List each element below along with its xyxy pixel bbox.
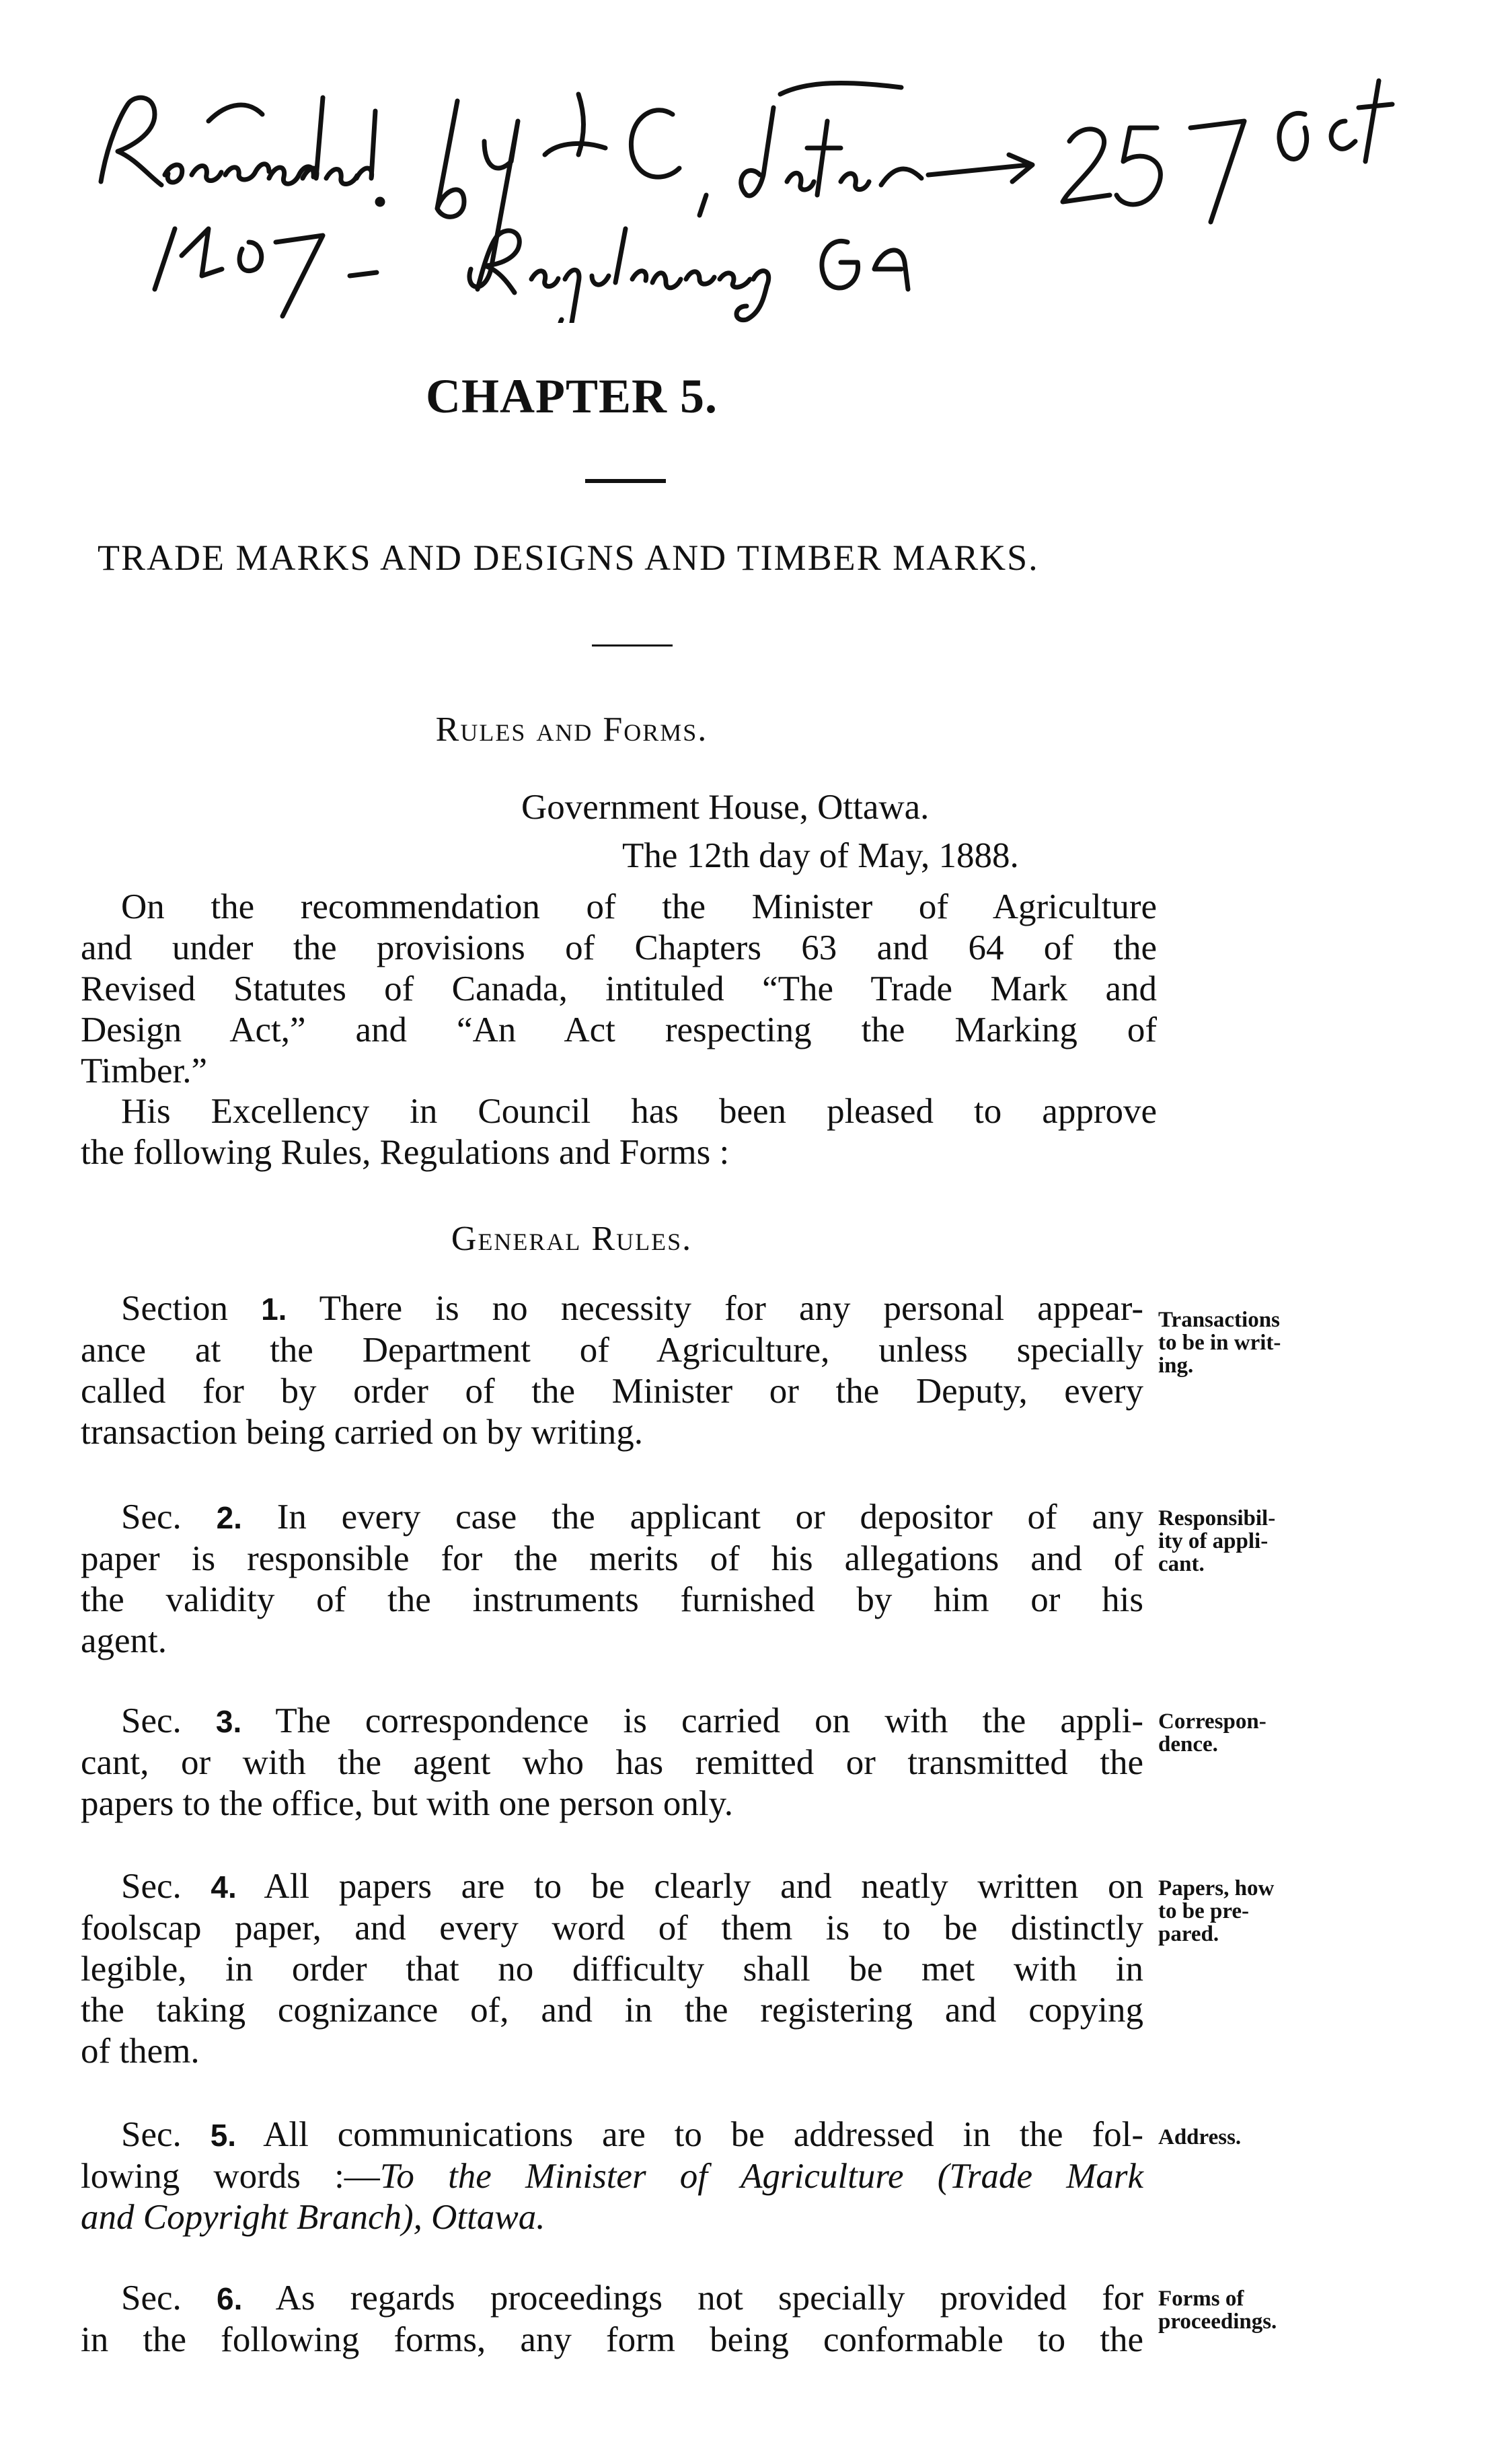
section-text: As regards proceedings not specially provided for	[275, 2279, 1144, 2318]
text-line: On the recommendation of the Minister of Agriculture	[121, 887, 1157, 926]
section-5	[81, 2114, 1143, 2238]
margin-note-line: ing.	[1158, 1354, 1194, 1378]
section-text: The correspondence is carried on with the appli-	[275, 1701, 1143, 1740]
general-rules-heading: General Rules.	[451, 1220, 693, 1258]
section-number: 4.	[211, 1870, 237, 1905]
section-label: Sec.	[121, 1701, 182, 1740]
text-line: His Excellency in Council has been pleased to approve	[121, 1092, 1157, 1131]
section-2	[81, 1497, 1143, 1662]
excellency-paragraph	[81, 1091, 1157, 1173]
text-line: and under the provisions of Chapters 63 and 64 of the	[81, 928, 1157, 967]
section-number: 2.	[216, 1500, 242, 1535]
section-label: Sec.	[121, 1867, 182, 1906]
text-line: Revised Statutes of Canada, intituled “The Trade Mark and	[81, 969, 1157, 1008]
text-line	[81, 1497, 1143, 1539]
margin-note-line: to be pre-	[1158, 1899, 1250, 1923]
margin-note-line: proceedings.	[1158, 2309, 1277, 2334]
margin-note-forms	[1158, 2287, 1360, 2333]
text-line	[81, 2156, 1143, 2197]
handwriting-drawing	[81, 40, 1426, 323]
text-line	[81, 1288, 1143, 1330]
margin-note-line: Forms of	[1158, 2287, 1244, 2311]
text-line: agent.	[81, 1621, 167, 1660]
section-label: Sec.	[121, 2279, 182, 2318]
section-number: 6.	[216, 2281, 243, 2316]
text-line: Design Act,” and “An Act respecting the Marking of	[81, 1010, 1157, 1049]
margin-note-line: Transactions	[1158, 1308, 1280, 1332]
section-text: All communications are to be addressed in the fol-	[263, 2115, 1144, 2154]
margin-note-line: Papers, how	[1158, 1876, 1275, 1900]
recommendation-paragraph	[81, 887, 1157, 1092]
chapter-title: CHAPTER 5.	[425, 369, 718, 423]
text-line: of them.	[81, 2032, 200, 2071]
text-line: the following Rules, Regulations and Forms :	[81, 1133, 730, 1172]
margin-note-line: dence.	[1158, 1732, 1218, 1757]
address-text: and Copyright Branch), Ottawa.	[81, 2198, 545, 2237]
margin-note-line: to be in writ-	[1158, 1331, 1281, 1355]
margin-note-address	[1158, 2126, 1360, 2149]
title-divider	[585, 479, 666, 483]
text-line	[81, 2278, 1143, 2320]
margin-note-line: Address.	[1158, 2125, 1242, 2149]
text-line: in the following forms, any form being conformable to the	[81, 2320, 1143, 2359]
section-1	[81, 1288, 1143, 1453]
margin-note-responsibility	[1158, 1507, 1360, 1576]
section-text: In every case the applicant or depositor of any	[276, 1498, 1144, 1537]
rules-forms-heading: Rules and Forms.	[435, 710, 708, 749]
heading-divider	[592, 644, 673, 646]
section-label: Sec.	[121, 2115, 182, 2154]
section-number: 3.	[215, 1704, 242, 1739]
section-3	[81, 1701, 1143, 1824]
margin-note-papers	[1158, 1877, 1360, 1946]
text-line: foolscap paper, and every word of them is to be distinctly	[81, 1909, 1143, 1948]
date-line: The 12th day of May, 1888.	[622, 836, 1019, 875]
section-number: 1.	[261, 1292, 287, 1327]
section-label: Sec.	[121, 1498, 182, 1537]
section-6	[81, 2278, 1143, 2361]
section-label: Section	[121, 1289, 228, 1328]
text-line	[81, 2114, 1143, 2156]
text-line: cant, or with the agent who has remitted or transmitted the	[81, 1743, 1143, 1782]
section-number: 5.	[210, 2118, 237, 2153]
text-line: ance at the Department of Agriculture, unless specially	[81, 1331, 1143, 1370]
text-line	[81, 1701, 1143, 1742]
section-text: lowing words :—	[81, 2157, 380, 2196]
text-line: papers to the office, but with one person only.	[81, 1784, 733, 1823]
text-line: legible, in order that no difficulty shall be met with in	[81, 1950, 1143, 1989]
place-line: Government House, Ottawa.	[521, 788, 930, 827]
text-line: paper is responsible for the merits of his allegations and of	[81, 1539, 1143, 1578]
text-line: called for by order of the Minister or the Deputy, every	[81, 1372, 1143, 1411]
margin-note-transactions	[1158, 1308, 1360, 1377]
margin-note-line: Correspon-	[1158, 1709, 1267, 1734]
handwritten-annotation	[81, 40, 1426, 323]
margin-note-line: pared.	[1158, 1922, 1219, 1946]
section-4	[81, 1866, 1143, 2072]
main-heading: TRADE MARKS AND DESIGNS AND TIMBER MARKS.	[98, 538, 1039, 578]
margin-note-correspondence	[1158, 1710, 1360, 1756]
margin-note-line: ity of appli-	[1158, 1529, 1269, 1553]
section-text: There is no necessity for any personal appear-	[319, 1289, 1143, 1328]
text-line: Timber.”	[81, 1051, 207, 1090]
text-line: the taking cognizance of, and in the registering and copying	[81, 1991, 1143, 2030]
text-line: the validity of the instruments furnished by him or his	[81, 1580, 1143, 1619]
section-text: All papers are to be clearly and neatly written on	[264, 1867, 1144, 1906]
text-line	[81, 1866, 1143, 1908]
address-text: To the Minister of Agriculture (Trade Mark	[379, 2157, 1143, 2196]
margin-note-line: cant.	[1158, 1552, 1205, 1576]
text-line: transaction being carried on by writing.	[81, 1413, 643, 1452]
margin-note-line: Responsibil-	[1158, 1506, 1276, 1530]
